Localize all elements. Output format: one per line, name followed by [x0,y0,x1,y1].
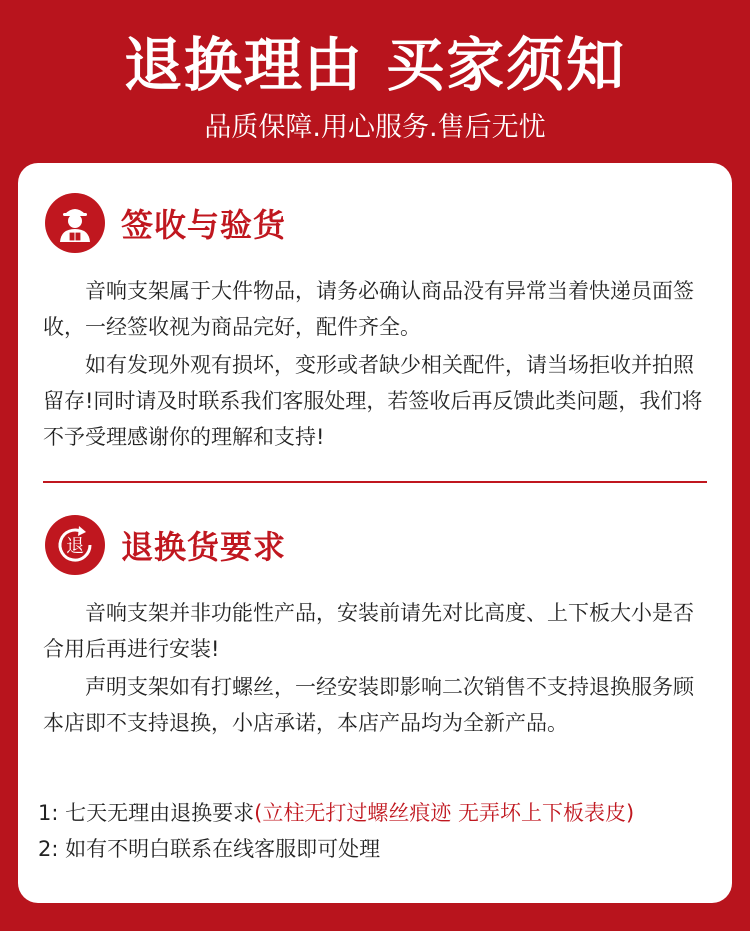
section-divider [43,481,707,483]
section-return-paragraph-2: 声明支架如有打螺丝，一经安装即影响二次销售不支持退换服务顾本店即不支持退换，小店承诺，本店产品均为全新产品。 [43,675,694,735]
note-item-1 [38,797,634,829]
info-card [18,163,732,903]
svg-text:退: 退 [66,536,84,557]
return-icon [45,515,105,575]
delivery-person-icon [45,193,105,253]
page-title: 退换理由 买家须知 [123,31,627,99]
note-item-2 [38,833,380,865]
section-receipt-paragraph-1: 音响支架属于大件物品，请务必确认商品没有异常当着快递员面签收，一经签收视为商品完好，配件齐全。 [43,279,694,339]
header [0,0,750,146]
section-return-paragraph-1: 音响支架并非功能性产品，安装前请先对比高度、上下板大小是否合用后再进行安装! [43,601,694,661]
section-receipt-paragraph-2: 如有发现外观有损坏，变形或者缺少相关配件，请当场拒收并拍照留存!同时请及时联系我们客服处理，若签收后再反馈此类问题，我们将不予受理感谢你的理解和支持! [43,353,703,449]
section-return-title: 退换货要求 [121,528,287,566]
note-number: 2: [38,837,59,861]
section-return-header [45,515,286,575]
note-number: 1: [38,801,59,825]
section-receipt-title: 签收与验货 [121,206,287,244]
note-highlight: (立柱无打过螺丝痕迹 无弄坏上下板表皮) [254,801,635,825]
section-receipt-header [45,193,286,253]
note-text: 七天无理由退换要求 [65,801,255,825]
page-subtitle: 品质保障.用心服务.售后无忧 [204,112,546,143]
note-text: 如有不明白联系在线客服即可处理 [65,837,381,861]
